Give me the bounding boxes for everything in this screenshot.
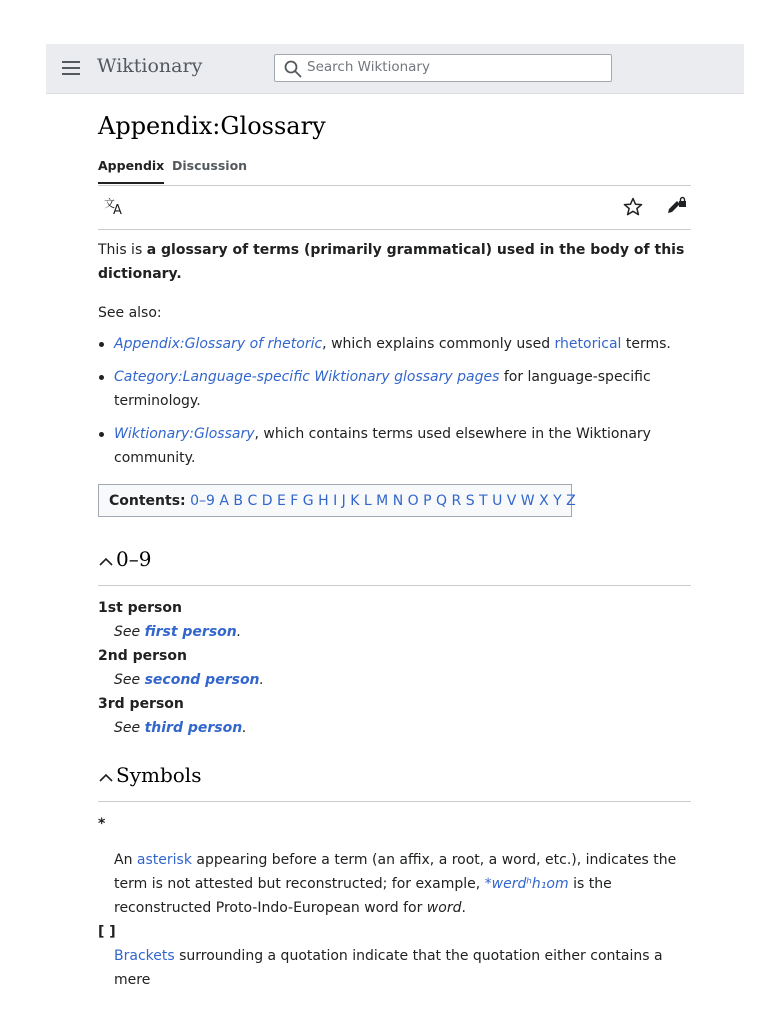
- definition-list-0-9: [98, 596, 691, 740]
- term-3rd-person: 3rd person: [98, 696, 184, 712]
- toc-letter-link[interactable]: F: [290, 493, 299, 509]
- toc-letter-link[interactable]: J: [341, 493, 346, 509]
- collapse-chevron-icon[interactable]: [98, 549, 116, 573]
- site-logo-wordmark[interactable]: Wiktionary: [97, 55, 203, 77]
- definition: [114, 668, 691, 692]
- toc-letter-link[interactable]: G: [302, 493, 314, 509]
- section-divider: [98, 801, 691, 802]
- third-person-link[interactable]: third person: [144, 720, 243, 736]
- definition-text: .: [461, 900, 466, 916]
- intro-lead: This is: [98, 242, 147, 258]
- toolbar-divider: [98, 229, 691, 230]
- definition-text: surrounding a quotation indicate that the quotation either contains a mere: [114, 948, 663, 988]
- toc-letter-link[interactable]: Y: [553, 493, 562, 509]
- toc-letter-link[interactable]: Z: [566, 493, 576, 509]
- toc-letter-link[interactable]: O: [407, 493, 419, 509]
- toc-letter-link[interactable]: X: [539, 493, 549, 509]
- toc-letter-link[interactable]: W: [520, 493, 535, 509]
- contents-letters: [190, 493, 576, 509]
- asterisk-link[interactable]: asterisk: [136, 852, 192, 868]
- toc-letter-link[interactable]: A: [219, 493, 229, 509]
- contents-label: Contents:: [109, 493, 186, 509]
- tab-discussion[interactable]: Discussion: [172, 158, 248, 173]
- intro-lead-bold: a glossary of terms (primarily grammatical) used in the body of this dictionary.: [98, 242, 685, 282]
- toc-letter-link[interactable]: 0–9: [190, 493, 215, 509]
- svg-text:文: 文: [104, 197, 115, 210]
- glossary-category-link[interactable]: Category:Language-specific Wiktionary glossary pages: [114, 369, 500, 385]
- period: .: [236, 624, 242, 640]
- toc-letter-link[interactable]: D: [261, 493, 273, 509]
- term-1st-person: 1st person: [98, 600, 182, 616]
- definition-text: appearing before a term (an affix, a root, a word, etc.), indicates the term is not attested but reconstructed; for example,: [114, 852, 677, 892]
- intro-paragraph: [98, 238, 691, 286]
- toc-letter-link[interactable]: B: [233, 493, 244, 509]
- top-header: [46, 44, 744, 94]
- toc-letter-link[interactable]: R: [451, 493, 462, 509]
- list-item-text: , which explains commonly used: [322, 336, 555, 352]
- first-person-link[interactable]: first person: [144, 624, 237, 640]
- glossary-of-rhetoric-link[interactable]: Appendix:Glossary of rhetoric: [114, 336, 323, 352]
- toc-letter-link[interactable]: C: [247, 493, 258, 509]
- toc-letter-link[interactable]: T: [479, 493, 488, 509]
- emphasized-word: word: [426, 900, 462, 916]
- collapse-chevron-icon[interactable]: [98, 765, 116, 789]
- toc-letter-link[interactable]: P: [423, 493, 432, 509]
- star-icon[interactable]: [623, 197, 643, 221]
- rhetorical-link[interactable]: rhetorical: [554, 336, 622, 352]
- reconstructed-word-link[interactable]: *werdʰh₁om: [484, 876, 569, 892]
- toc-letter-link[interactable]: E: [276, 493, 286, 509]
- section-heading-symbols: [98, 763, 201, 789]
- definition: [114, 848, 691, 920]
- section-heading-0-9: [98, 547, 151, 573]
- section-heading-text: 0–9: [116, 547, 152, 571]
- intro-content: [98, 238, 691, 470]
- toc-letter-link[interactable]: Q: [436, 493, 448, 509]
- second-person-link[interactable]: second person: [144, 672, 260, 688]
- list-item: [98, 332, 691, 356]
- toc-letter-link[interactable]: U: [492, 493, 503, 509]
- toc-letter-link[interactable]: L: [363, 493, 372, 509]
- section-divider: [98, 585, 691, 586]
- toc-letter-link[interactable]: I: [333, 493, 338, 509]
- period: .: [242, 720, 247, 736]
- term-2nd-person: 2nd person: [98, 648, 187, 664]
- definition: [114, 716, 691, 740]
- list-item-text: terms.: [621, 336, 671, 352]
- term-brackets: [ ]: [98, 924, 116, 940]
- table-of-contents: [98, 484, 576, 517]
- list-item: [98, 365, 691, 413]
- definition: [114, 944, 691, 992]
- language-icon[interactable]: [104, 197, 126, 221]
- edit-lock-icon[interactable]: [666, 196, 688, 220]
- wiktionary-glossary-link[interactable]: Wiktionary:Glossary: [114, 426, 255, 442]
- section-heading-text: Symbols: [116, 763, 202, 787]
- period: .: [259, 672, 264, 688]
- search-box[interactable]: [274, 54, 612, 82]
- tabs-divider: [98, 185, 691, 186]
- toc-letter-link[interactable]: S: [465, 493, 475, 509]
- see-text: See: [114, 624, 145, 640]
- menu-bar: [62, 73, 80, 75]
- search-input[interactable]: [307, 57, 602, 77]
- main-menu-button[interactable]: [62, 60, 80, 76]
- see-text: See: [114, 720, 145, 736]
- brackets-link[interactable]: Brackets: [114, 948, 175, 964]
- list-item: [98, 422, 691, 470]
- page-title: Appendix:Glossary: [98, 112, 326, 140]
- toc-letter-link[interactable]: H: [318, 493, 329, 509]
- definition-text: An: [114, 852, 137, 868]
- toc-letter-link[interactable]: V: [506, 493, 517, 509]
- see-text: See: [114, 672, 145, 688]
- search-icon: [284, 60, 302, 78]
- see-also-list: [98, 332, 691, 470]
- tab-appendix[interactable]: Appendix: [98, 158, 164, 184]
- list-item-text: for language-specific terminology.: [114, 369, 651, 409]
- toc-letter-link[interactable]: K: [350, 493, 360, 509]
- definition-list-symbols: [98, 812, 691, 992]
- see-also-label: See also:: [98, 305, 162, 321]
- menu-bar: [62, 67, 80, 69]
- definition: [114, 620, 691, 644]
- term-asterisk: *: [98, 816, 106, 832]
- list-item-text: , which contains terms used elsewhere in the Wiktionary community.: [114, 426, 651, 466]
- toc-letter-link[interactable]: M: [376, 493, 389, 509]
- menu-bar: [62, 61, 80, 63]
- toc-letter-link[interactable]: N: [392, 493, 404, 509]
- definition-text: is the reconstructed Proto-Indo-European word for: [114, 876, 612, 916]
- svg-text:A: A: [113, 203, 122, 217]
